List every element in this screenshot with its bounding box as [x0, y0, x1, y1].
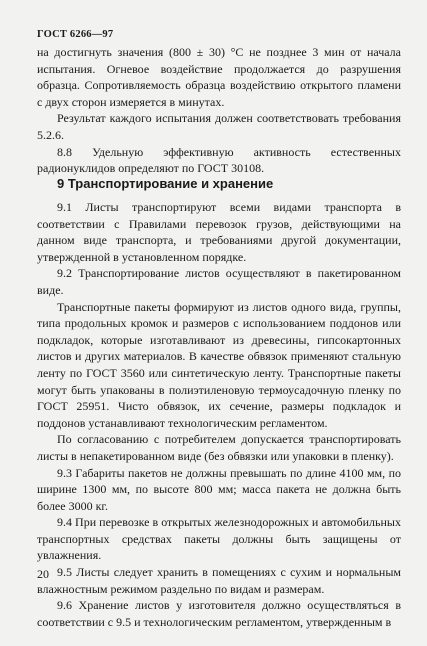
- paragraph: 9.6 Хранение листов у изготовителя должно осуществляться в соответствии с 9.5 и технологическим регламентом, утвержденным в: [37, 598, 401, 629]
- paragraph: 9.3 Габариты пакетов не должны превышать по длине 4100 мм, по ширине 1300 мм, по высоте 800 мм; масса пакета не должна быть более 3000 кг.: [37, 465, 401, 513]
- paragraph: на достигнуть значения (800 ± 30) °С не позднее 3 мин от начала испытания. Огневое воздействие продолжается до разрушения образца. Сопротивляемость образца воздействию открытого пламени с двух сторон измеряется в минутах.: [37, 45, 401, 109]
- section-text-block: [37, 199, 401, 630]
- top-text-block: [37, 44, 401, 177]
- paragraph: 9.2 Транспортирование листов осуществляют в пакетированном виде.: [37, 266, 401, 297]
- document-header: ГОСТ 6266—97: [37, 29, 114, 40]
- paragraph: 9.5 Листы следует хранить в помещениях с сухим и нормальным влажностным режимом раздельно по видам и размерам.: [37, 565, 401, 596]
- paragraph: 8.8 Удельную эффективную активность естественных радионуклидов определяют по ГОСТ 30108.: [37, 144, 401, 176]
- paragraph: Результат каждого испытания должен соответствовать требования 5.2.6.: [37, 111, 401, 142]
- paragraph: Транспортные пакеты формируют из листов одного вида, группы, типа продольных кромок и размеров с использованием поддонов или подкладок, которые изготавливают из древесины, гипсокартонных листов и других материалов. В качестве обвязок применяют стальную ленту по ГОСТ 3560 или синтетическую ленту. Транспортные пакеты могут быть упакованы в полиэтиленовую термоусадочную пленку по ГОСТ 25951. Чисто обвязок, их сечение, размеры подкладок и поддонов устанавливают технологическим регламентом.: [37, 299, 401, 430]
- paragraph: 9.1 Листы транспортируют всеми видами транспорта в соответствии с Правилами перевозок грузов, действующими на данном виде транспорта, и требованиями другой документации, утвержденной в установленном порядке.: [37, 200, 401, 264]
- section-title: 9 Транспортирование и хранение: [57, 176, 274, 191]
- page-number: 20: [37, 567, 49, 581]
- paragraph: По согласованию с потребителем допускается транспортировать листы в непакетированном виде (без обвязки или упаковки в пленку).: [37, 432, 401, 463]
- paragraph: 9.4 При перевозке в открытых железнодорожных и автомобильных транспортных средствах пакеты должны быть защищены от увлажнения.: [37, 515, 401, 563]
